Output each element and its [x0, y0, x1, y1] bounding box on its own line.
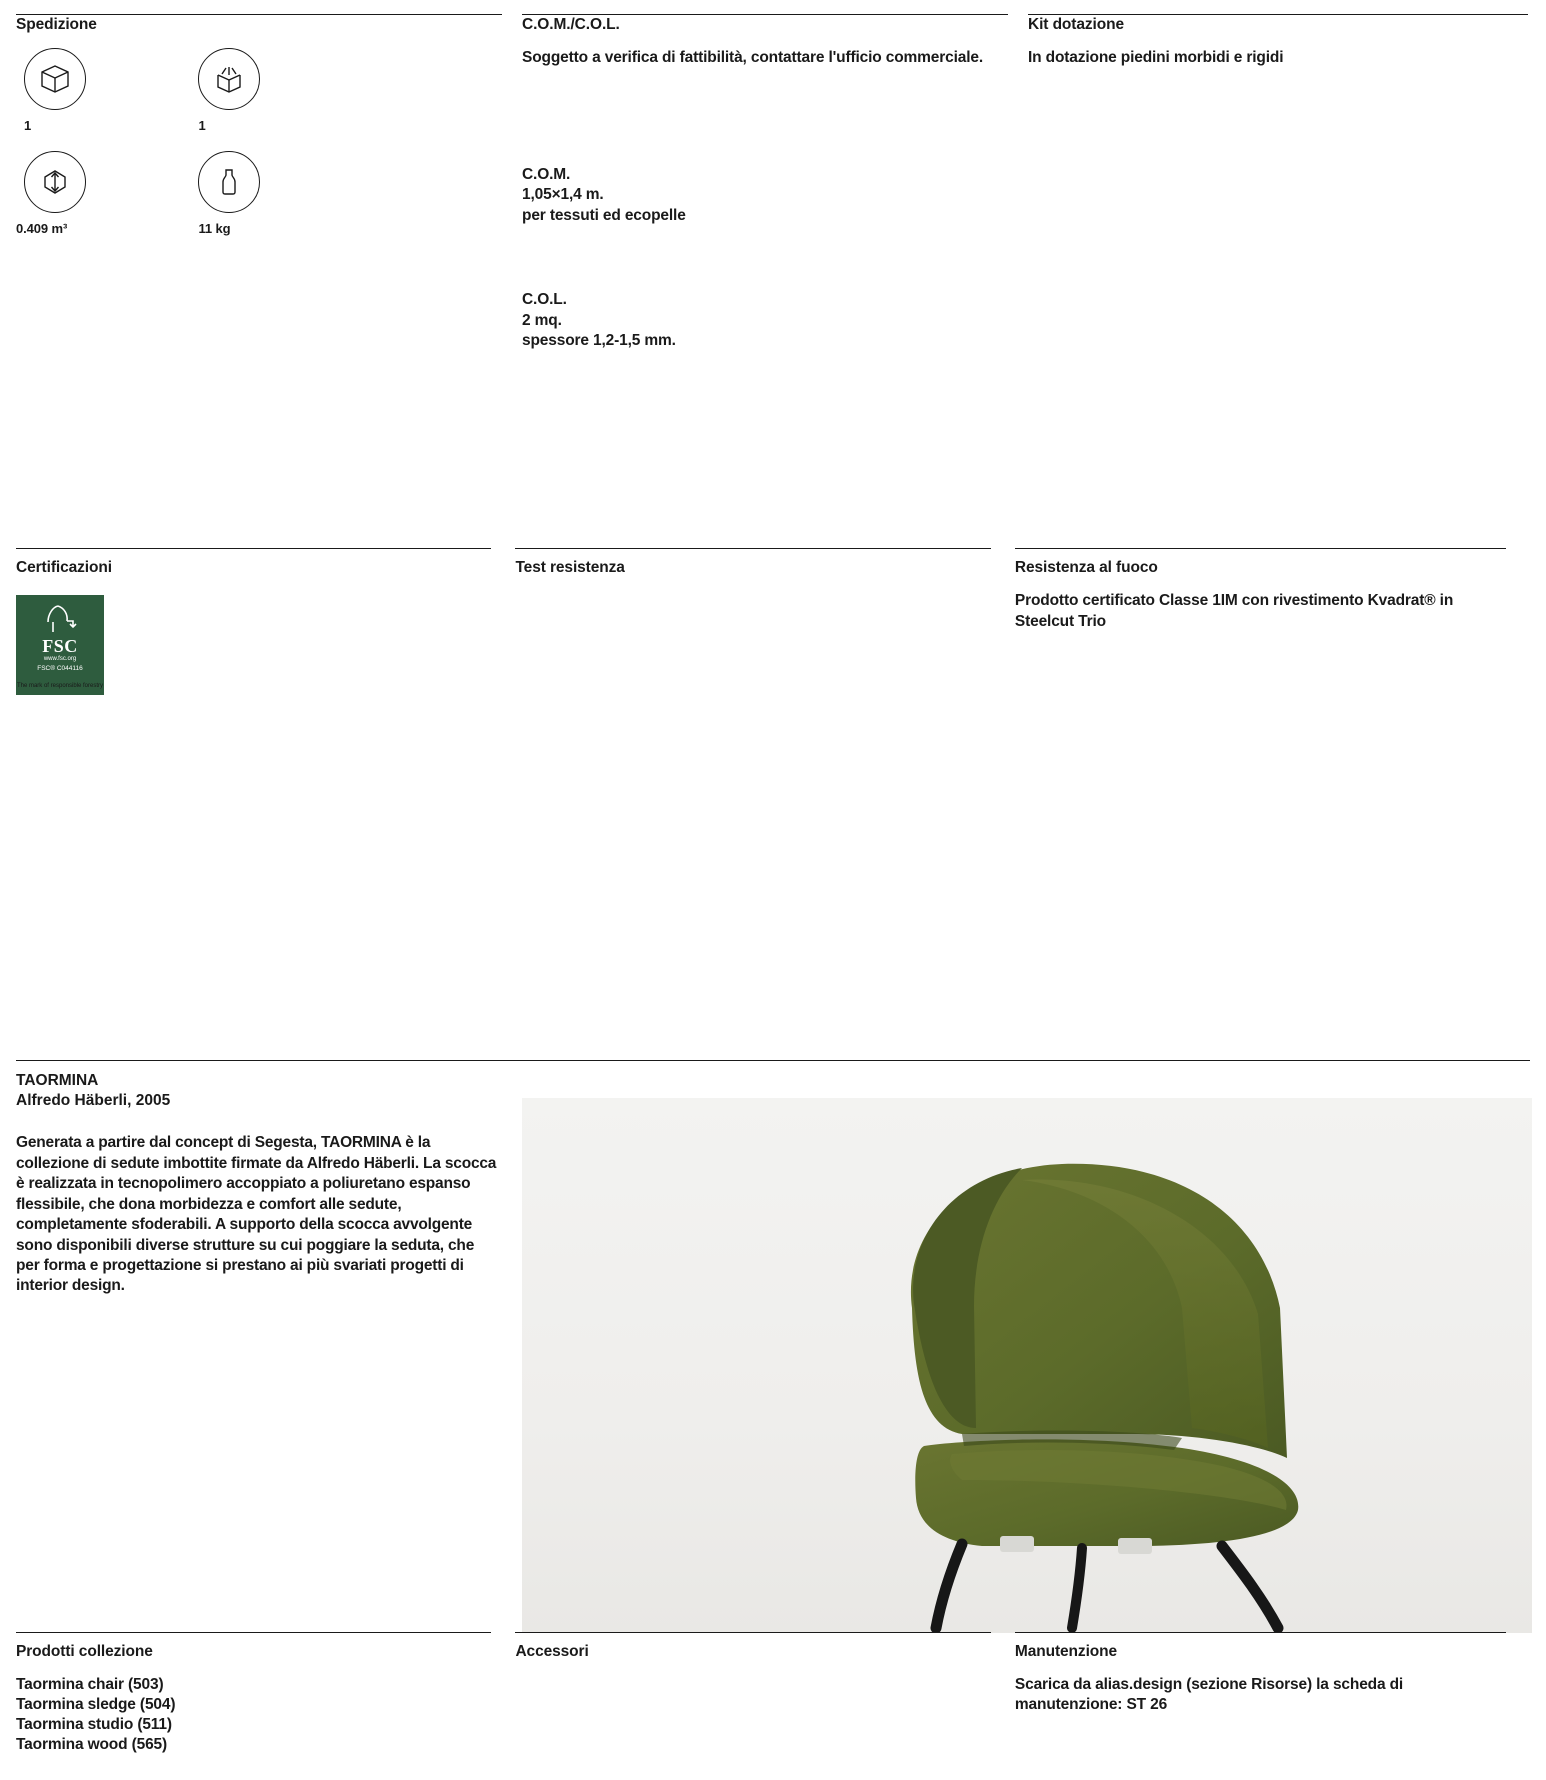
col-title: C.O.L. [522, 291, 567, 309]
shipping-title: Spedizione [16, 16, 97, 33]
fire-resistance-text: Prodotto certificato Classe 1IM con rivestimento Kvadrat® in Steelcut Trio [1014, 592, 1454, 630]
collection-item: Taormina studio (511) [16, 1716, 172, 1734]
collection-item: Taormina sledge (504) [16, 1696, 176, 1714]
shipping-icon-item [190, 151, 360, 236]
kit-title: Kit dotazione [1028, 16, 1124, 33]
com-col-title: C.O.M./C.O.L. [522, 16, 620, 33]
open-box-icon [198, 48, 260, 110]
shipping-icon-item [16, 151, 186, 236]
collection-item: Taormina chair (503) [16, 1676, 164, 1694]
divider [515, 1632, 990, 1633]
collection-item: Taormina wood (565) [16, 1735, 168, 1753]
resistance-test-title: Test resistenza [515, 559, 625, 576]
divider [515, 548, 990, 549]
maintenance-title: Manutenzione [1014, 1643, 1118, 1660]
col-line-2: spessore 1,2-1,5 mm. [522, 332, 676, 350]
collection-title: Prodotti collezione [16, 1643, 153, 1660]
shipping-icon-item [16, 48, 186, 133]
fsc-name: FSC [42, 636, 78, 657]
com-line-2: per tessuti ed ecopelle [522, 206, 686, 224]
divider [1015, 1632, 1506, 1633]
shipping-icon-value: 0.409 m³ [16, 221, 68, 237]
product-text-block [16, 1071, 522, 1297]
shipping-icons [16, 48, 376, 254]
com-col-block [522, 14, 1028, 352]
top-section [0, 0, 1546, 352]
fsc-url: www.fsc.org [43, 656, 77, 663]
certifications-title: Certificazioni [16, 559, 112, 576]
accessories-title: Accessori [515, 1643, 589, 1660]
col-line-1: 2 mq. [522, 311, 562, 329]
mid-section [16, 548, 1530, 695]
com-col-note: Soggetto a verifica di fattibilità, contattare l'ufficio commerciale. [522, 49, 984, 67]
fsc-logo [16, 595, 104, 695]
fire-resistance-title: Resistenza al fuoco [1014, 559, 1158, 576]
com-line-1: 1,05×1,4 m. [522, 186, 604, 204]
maintenance-text: Scarica da alias.design (sezione Risorse) la scheda di manutenzione: ST 26 [1014, 1676, 1404, 1714]
product-designer: Alfredo Häberli, 2005 [16, 1092, 171, 1110]
fsc-tagline: The mark of responsible forestry [16, 683, 104, 690]
maintenance-block [1015, 1632, 1530, 1755]
fsc-tree-icon [42, 603, 78, 640]
divider [16, 1632, 491, 1633]
shipping-icon-value: 1 [24, 118, 32, 134]
product-image [522, 1098, 1532, 1633]
footer-section [16, 1632, 1530, 1755]
shipping-icon-value: 1 [198, 118, 206, 134]
product-description: Generata a partire dal concept di Segesta, TAORMINA è la collezione di sedute imbottite firmate da Alfredo Häberli. La scocca è realizzata in tecnopolimero accoppiato a poliuretano espanso flessibile, che dona morbidezza e comfort alle sedute, completamente sfoderabili. A supporto della scocca avvolgente sono disponibili diverse strutture su cui poggiare la seduta, che per forma e progettazione si prestano ai più svariati progetti di interior design. [16, 1134, 497, 1295]
weight-bottle-icon [198, 151, 260, 213]
divider [1015, 548, 1506, 549]
com-title: C.O.M. [522, 165, 571, 183]
fire-resistance-block [1015, 548, 1530, 695]
kit-block [1028, 14, 1528, 352]
kit-text: In dotazione piedini morbidi e rigidi [1028, 49, 1284, 67]
accessories-block [515, 1632, 1014, 1755]
fsc-code: FSC® C044116 [37, 665, 83, 673]
divider [16, 548, 491, 549]
shipping-block [16, 14, 522, 352]
product-name: TAORMINA [16, 1072, 99, 1089]
resistance-test-block [515, 548, 1014, 695]
volume-arrows-icon [24, 151, 86, 213]
shipping-icon-item [190, 48, 360, 133]
taormina-chair-illustration [662, 1128, 1422, 1633]
box-icon [24, 48, 86, 110]
shipping-icon-value: 11 kg [198, 221, 231, 237]
certifications-block [16, 548, 515, 695]
collection-block [16, 1632, 515, 1755]
